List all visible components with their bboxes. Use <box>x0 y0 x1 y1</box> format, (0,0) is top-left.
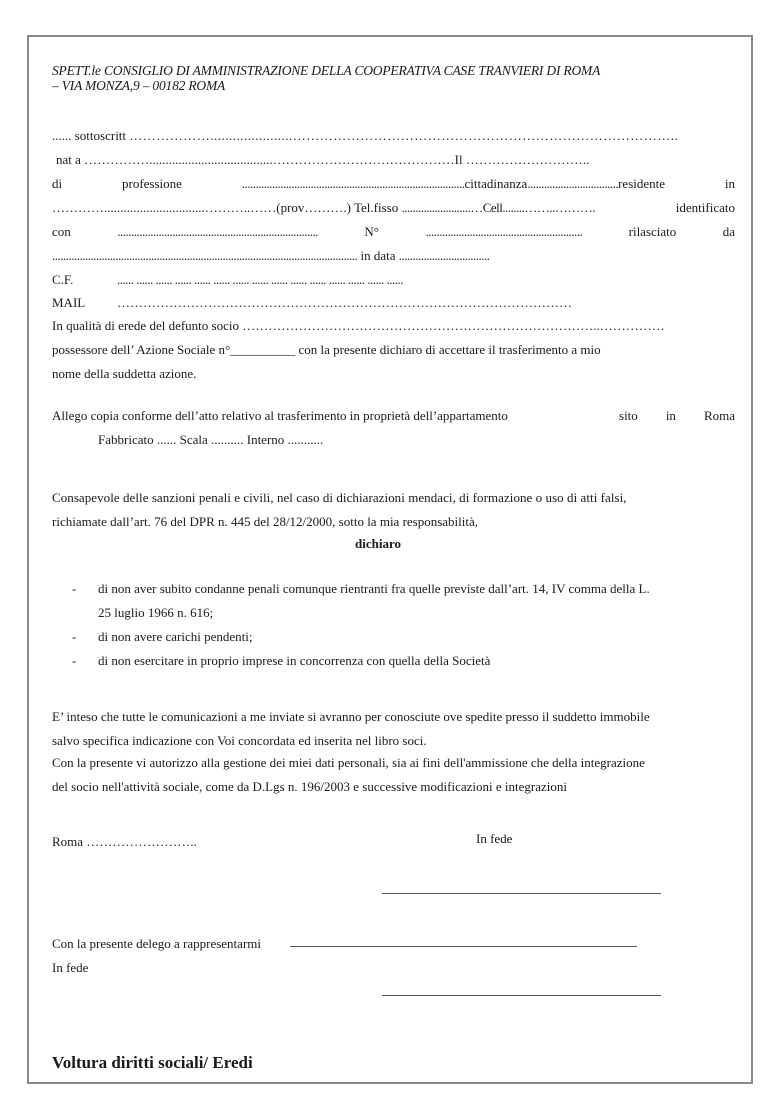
consapevole-line-2: richiamate dall’art. 76 del DPR n. 445 del 28/12/2000, sotto la mia responsabilità, <box>52 514 479 529</box>
mail-label: MAIL <box>52 295 86 310</box>
sottoscritto-row <box>52 128 678 144</box>
delega-label: Con la presente delego a rappresentarmi <box>52 936 261 951</box>
addressee-line-2: – VIA MONZA,9 – 00182 ROMA <box>52 78 226 93</box>
bullet-1-marker: - <box>72 581 77 596</box>
nato-field[interactable]: ……………......................................……………………………………Il <box>84 152 463 167</box>
roma-label: Roma <box>703 408 735 423</box>
rilascio-row <box>52 248 490 264</box>
allego-text: Allego copia conforme dell’atto relativo al trasferimento in proprietà dell’appartamento <box>52 408 508 423</box>
signature-line[interactable] <box>382 893 661 894</box>
residente-label: residente <box>618 176 666 191</box>
professione-label: professione <box>121 176 182 191</box>
erede-label: In qualità di erede del defunto socio <box>52 318 239 333</box>
rilasciato-da-field[interactable]: ............................................................................................................... <box>52 248 358 263</box>
delega-signature-line[interactable] <box>382 995 661 996</box>
professione-field[interactable]: ................................................................................. <box>241 176 465 191</box>
allego-row <box>52 408 735 424</box>
dichiaro-item-3: di non esercitare in proprio imprese in concorrenza con quella della Società <box>98 653 491 668</box>
defunto-socio-field[interactable]: ………………………………………………………………………..…………… <box>242 318 665 333</box>
in-data-field[interactable]: ................................. <box>398 248 490 263</box>
mail-field[interactable]: …………………………………………………………………………………………… <box>117 295 572 310</box>
da-label: da <box>722 224 735 239</box>
sottoscritto-prefix-field[interactable]: ...... <box>52 128 72 143</box>
in-label: in <box>665 408 676 423</box>
privacy-line-1: Con la presente vi autorizzo alla gestione dei miei dati personali, sia ai fini dell'ammissione che della integrazione <box>52 755 645 770</box>
di-label: di <box>52 176 63 191</box>
in-fede-label: In fede <box>476 831 513 846</box>
residenza-field[interactable]: …………...............................………..……(prov……….) Tel.fisso <box>52 200 399 215</box>
documento-row <box>52 224 735 240</box>
sottoscritto-label: sottoscritt <box>74 128 127 143</box>
addressee-line-1: SPETT.le CONSIGLIO DI AMMINISTRAZIONE DELLA COOPERATIVA CASE TRANVIERI DI ROMA <box>52 63 601 78</box>
bullet-2-marker: - <box>72 629 77 644</box>
azione-label: possessore dell’ Azione Sociale n° <box>52 342 231 357</box>
con-label: con <box>52 224 71 239</box>
sito-label: sito <box>619 408 638 423</box>
cf-row <box>52 272 403 288</box>
cf-field[interactable]: ...... ...... ...... ...... ...... ...... ...... ...... ...... ...... ...... ...... ...... ...... ...... <box>117 272 403 287</box>
identificato-label: identificato <box>675 200 735 215</box>
nato-row <box>56 152 589 168</box>
numero-label: N° <box>364 224 379 239</box>
residenza-row <box>52 200 735 216</box>
consapevole-line-1: Consapevole delle sanzioni penali e civili, nel caso di dichiarazioni mendaci, di formazione o uso di atti falsi, <box>52 490 627 505</box>
cittadinanza-field[interactable]: ................................. <box>527 176 619 191</box>
cf-label: C.F. <box>52 272 74 287</box>
cittadinanza-label: cittadinanza <box>464 176 528 191</box>
nato-label: nat a <box>56 152 81 167</box>
tel-fisso-field[interactable]: .........................…Cell <box>401 200 503 215</box>
form-title: Voltura diritti sociali/ Eredi <box>52 1053 253 1072</box>
fabbricato-row[interactable]: Fabbricato ...... Scala .......... Interno ........... <box>98 432 324 447</box>
birth-date-field[interactable]: ……………………….. <box>465 152 590 167</box>
comunicazioni-line-1: E’ inteso che tutte le comunicazioni a me inviate si avranno per conosciute ove spedite presso il suddetto immobile <box>52 709 650 724</box>
azione-continued: nome della suddetta azione. <box>52 366 197 381</box>
azione-row <box>52 342 601 358</box>
delegate-name-field[interactable] <box>290 946 637 947</box>
document-number-field[interactable]: ......................................................... <box>425 224 583 239</box>
dichiaro-heading: dichiaro <box>355 536 401 551</box>
dichiaro-item-2: di non avere carichi pendenti; <box>98 629 253 644</box>
rilasciato-label: rilasciato <box>628 224 677 239</box>
cell-field[interactable]: ........……..………. <box>502 200 596 215</box>
dichiaro-item-1-line-2: 25 luglio 1966 n. 616; <box>98 605 214 620</box>
mail-row <box>52 295 572 311</box>
bullet-3-marker: - <box>72 653 77 668</box>
delega-in-fede-label: In fede <box>52 960 89 975</box>
azione-suffix: con la presente dichiaro di accettare il trasferimento a mio <box>298 342 601 357</box>
dichiaro-item-1-line-1: di non aver subito condanne penali comunque rientranti fra quelle previste dall’art. 14, IV comma della L. <box>98 581 650 596</box>
luogo-data-field[interactable]: Roma …………………….. <box>52 834 197 849</box>
document-type-field[interactable]: ......................................................................... <box>117 224 318 239</box>
privacy-line-2: del socio nell'attività sociale, come da D.Lgs n. 196/2003 e successive modificazioni e integrazioni <box>52 779 567 794</box>
professione-row <box>52 176 735 192</box>
in-label: in <box>724 176 735 191</box>
comunicazioni-line-2: salvo specifica indicazione con Voi concordata ed inserita nel libro soci. <box>52 733 427 748</box>
form-border <box>27 35 753 1084</box>
azione-number-field[interactable]: __________ <box>230 342 296 357</box>
erede-row <box>52 318 665 334</box>
sottoscritto-field[interactable]: ………………......................………………………………………………………………………….. <box>129 128 679 143</box>
in-data-label: in data <box>360 248 396 263</box>
